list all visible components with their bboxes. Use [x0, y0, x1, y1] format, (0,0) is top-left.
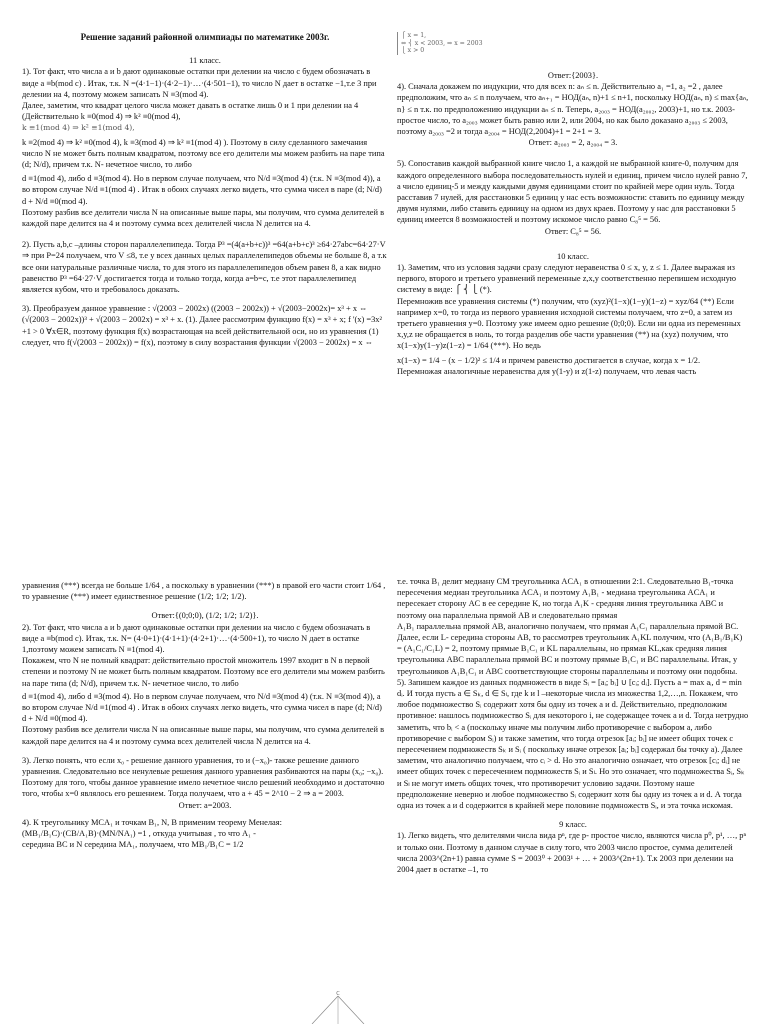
problem-10-5-text: 5). Запишем каждое из данных подмножеств в виде Sᵢ = [aᵢ; bᵢ] ∪ [cᵢ; dᵢ]. Пусть a = max aᵢ, d = min dᵢ. И тогда пусть a ∈ Sₖ, d ∈ Sₗ, где k и l –некоторые числа из множества 1,2,…,n. Покажем, что любое подмножество Sᵢ содержит хотя бы одну из точек a и d. Действительно, предположим противное: нашлось подмножество Sᵢ для некоторого i, не содержащее точек a и d. Тогда нетрудно заметить, что bᵢ < a (поскольку иначе мы получим либо противоречие с выбором a, либо противоречие с выбором Sᵢ) и также заметим, что тогда отрезок [aᵢ; bᵢ] не имеет общих точек с пересечением подмножеств Sₖ и Sᵢ ( поскольку иначе отрезок [aᵢ; bᵢ] содержал бы точку a). Далее заметим, что аналогично получаем, что cᵢ > d. Но это аналогично означает, что отрезок [cᵢ; dᵢ] не имеет общих точек с пересечением подмножеств Sᵢ и Sₗ. Но это означает, что подмножества Sᵢ, Sₖ и Sₗ не могут иметь общих точек, что противоречит условию задачи. Поэтому наше предположение неверно и любое подмножество Sᵢ содержит хотя бы одну из точек a и d. А тогда одна из точек a и d содержится в крайней мере половине подмножеств Sᵢ, и эта точка искомая. — [397, 677, 749, 811]
system-line: ⎩ x > 0 — [401, 47, 425, 54]
problem-9-1-text: 1). Легко видеть, что делителями числа вида pⁿ, где p- простое число, являются числа p⁰, p¹, …, pⁿ и только они. Поэтому в данном случае в силу того, что 2003 число простое, сумма делителей числа 2003^(2n+1) равна сумме S = 2003⁰ + 2003¹ + … + 2003^(2n+1). Т.к 2003 при делении на 2004 дает в остатке –1, то — [397, 831, 747, 875]
problem-10-2-text-4: Поэтому разбив все делители числа N на описанные выше пары, мы получим, что сумма делителей в каждой паре делится на 4 и поэтому сумма всех делителей числа N делится на 4. — [22, 725, 385, 746]
problem-10-1-text-4: Перемножая аналогичные неравенства для y(1-y) и z(1-z) получаем, что левая часть — [397, 366, 697, 376]
system-line: ⎧ x = 1, — [401, 32, 427, 39]
triangle-figure — [308, 990, 368, 1024]
triangle-side — [338, 996, 364, 1024]
problem-11-1-text: 1). Тот факт, что числа a и b дают одинаковые остатки при делении на число c будем обозначать в виде a ≡b(mod c) . Итак, т.к. N =(4·1−1)·(4·2−1)·…·(4·501−1), то число N дает в остатке −1,т.е 3 при делении на 4, поэтому можем записать N ≡3(mod 4). — [22, 67, 377, 99]
answer-11-5: Ответ: C₈⁵ = 56. — [544, 226, 602, 236]
problem-11-2-text: 2). Пусть a,b,c –длины сторон параллелепипеда. Тогда P³ =(4(a+b+c))³ =64(a+b+c)³ ≥64·27abc=64·27·V ⇒ при P=24 получаем, что V ≤8, т.е у всех данных целых параллелепипедов объемы не больше 8, а т.к все они натуральные различные числа, то для этого из параллелепипедов объем равен 8, а как видно равенство P³ =64·27·V достигается тогда и только тогда, когда a=b=c, т.е этот параллелепипед является кубом, что и требовалось доказать. — [22, 240, 387, 295]
section-heading-grade-11: 11 класс. — [189, 56, 221, 66]
right-column-top — [397, 70, 749, 377]
problem-10-2-text-3: d ≡1(mod 4), либо d ≡3(mod 4). Но в первом случае получаем, что N/d ≡3(mod 4) (т.к. N ≡3(mod 4)), а во втором случае N/d ≡1(mod 4) . Итак в обоих случаях легко видеть, что сумма чисел в паре (d; N/d) d + N/d ≡0(mod 4). — [22, 691, 382, 724]
problem-10-3-text: 3). Легко понять, что если x₀ - решение данного уравнения, то и (−x₀)- также решение данного уравнения. Следовательно все ненулевые решения данного уравнения разбиваются на пары (x₀; −x₀). Поэтому для того, чтобы данное уравнение имело нечетное число решений необходимо и достаточно того, чтобы x=0 являлось его решением. Тогда получаем, что a + 45 = 2^10 − 2 ⇒ a = 2003. — [22, 755, 385, 799]
problem-10-1-continuation: уравнения (***) всегда не больше 1/64 , а поскольку в уравнении (***) в правой его части стоит 1/64 , то уравнение (***) имеет единственное решение (1/2; 1/2; 1/2). — [22, 581, 386, 602]
problem-11-5-text: 5). Сопоставив каждой выбранной книге число 1, а каждой не выбранной книге-0, получим для каждого определенного выбора последовательность нулей и единиц, причем число нулей равно 7, а число единиц-5 и между каждыми двумя единицами стоит по крайней мере один нуль. Тогда расставив 7 нулей, для расстановки 5 единиц у нас есть возможности: ставить по единицу между двумя нулями, либо ставить единицу на одном из двух краев. Поэтому у нас для расстановки 5 единиц имеется 8 возможностей и поэтому искомое число равно C₈⁵ = 56. — [397, 159, 748, 225]
problem-11-1-text-5: Поэтому разбив все делители числа N на описанные выше пары, мы получим, что сумма делителей в каждой паре делится на 4 и поэтому сумма всех делителей числа N делится на 4. — [22, 207, 385, 229]
problem-11-1-text-2: Далее, заметим, что квадрат целого числа может давать в остатке лишь 0 и 1 при делении на 4 (Действительно k ≡0(mod 4) ⇒ k² ≡0(mod 4), — [22, 101, 359, 122]
problem-10-1-text-2: Перемножив все уравнения системы (*) получим, что (xyz)²(1−x)(1−y)(1−z) = xyz/64 (**) Если например x=0, то тогда из первого уравнения исходной системы получаем, что z=0, а затем из третьего уравнения y=0. Поэтому уже имеем одно решение (0;0;0). Если ни одна из переменных x,y,z не обращается в ноль, то тогда разделив обе части уравнения (**) на (xyz) получим, что x(1−x)y(1−y)z(1−z) = 1/64 (***). Но ведь — [397, 296, 741, 351]
problem-11-3-text: 3). Преобразуем данное уравнение : √(2003 − 2002x) ((2003 − 2002x)) + √(2003−2002x)= x³ + x ⇔ (√(2003 − 2002x))³ + √(2003 − 2002x) = x³ + x. (1). Далее рассмотрим функцию f(x) = x³ + x; f '(x) =3x² +1 > 0 ∀x∈R, поэтому функция f(x) возрастающая на всей действительной оси, но из уравнения (1) следует, что f(√(2003 − 2002x)) = f(x), поэтому в силу возрастания функции √(2003 − 2002x) = x ⇔ — [22, 304, 382, 347]
triangle-side — [312, 996, 338, 1024]
problem-10-1-text-3: x(1−x) = 1/4 − (x − 1/2)² ≤ 1/4 и причем равенство достигается в случае, когда x = 1/2. — [397, 355, 701, 365]
left-column-bottom — [22, 580, 388, 850]
problem-10-4-text: 4). К треугольнику MCA₁ и точкам B₁, N, B применим теорему Менелая: (MB₁/B₁C)·(CB/A₁B)·(MN/NA₁) =1 , откуда учитывая , то что A₁ - — [22, 817, 282, 839]
problem-10-4-continuation: т.е. точка B₁ делит медиану CM треугольника ACA₁ в отношении 2:1. Следовательно B₁-точка пересечения медиан треугольника ACA₁ и поэтому A₁B₁ - медиана треугольника ACA₁ и пересекает сторону AC в ее середине K, но тогда A₁K - средняя линия треугольника ABC и поэтому она параллельна прямой AB и следовательно прямая — [397, 577, 734, 620]
problem-11-1-text-3: k ≡2(mod 4) ⇒ k² ≡0(mod 4), k ≡3(mod 4) ⇒ k² ≡1(mod 4) ). Поэтому в силу сделанного замечания число N не может быть полным квадратом, поэтому все его делители мы можем разбить на паре типа (d; N/d), причем т.к. N- нечетное число, то либо — [22, 137, 385, 170]
problem-10-1-text: 1). Заметим, что из условия задачи сразу следуют неравенства 0 ≤ x, y, z ≤ 1. Далее выражая из первого, второго и третьего уравнений переменные z,x,y соответственно перепишем исходную систему в виде: ⎧ ⎨ ⎩ (*). — [397, 263, 737, 295]
section-heading-grade-10: 10 класс. — [557, 251, 589, 261]
answer-10-3: Ответ: a=2003. — [178, 800, 232, 810]
problem-10-4-text-2: середина BC и N середина MA₁, получаем, что MB₁/B₁C = 1/2 — [22, 840, 244, 850]
answer-11-3: Ответ:{2003}. — [547, 71, 599, 80]
figure-label: C — [336, 991, 340, 997]
problem-11-1-formula-1: k ≡1(mod 4) ⇒ k² ≡1(mod 4), — [22, 123, 135, 133]
right-column-bottom — [397, 576, 749, 875]
problem-10-4-continuation-2: A₁B₁ параллельна прямой AB, аналогично получаем, что прямая A₁C₁ параллельна прямой BC. Далее, если L- середина стороны AB, то рассмотрев треугольник A₁KL получим, что (A₁B₁/B₁K) = (A₁C₁/C₁L) = 2, поэтому прямые B₁C₁ и KL параллельны, но прямая KL,как средняя линия треугольника ABC параллельна прямой BC и поэтому прямые B₁C₁ и BC параллельны. Итак, у треугольников A₁B₁C₁ и ABC соответствующие стороны параллельны и поэтому они подобны. — [397, 621, 743, 676]
answer-11-4: Ответ: a₂₀₀₃ = 2, a₂₀₀₄ = 3. — [528, 138, 618, 148]
document-title: Решение заданий районной олимпиады по математике 2003г. — [80, 32, 330, 42]
system-formula — [397, 32, 483, 55]
left-column-top — [22, 32, 388, 348]
answer-10-1: Ответ:{(0;0;0), (1/2; 1/2; 1/2)}. — [151, 611, 259, 621]
problem-11-4-text: 4). Сначала докажем по индукции, что для всех n: aₙ ≤ n. Действительно a₁ =1, a₂ =2 , далее предположим, что aₙ ≤ n получаем, что aₙ₊₁ = НОД(aₙ, n)+1 ≤ n+1, поскольку НОД(aₙ, n) ≤ max{aₙ, n} ≤ n т.к. по предположению индукции aₙ ≤ n. Теперь, a₂₀₀₃ = НОД(a₂₀₀₂, 2003)+1, но т.к. 2003-простое число, то a₂₀₀₃ может быть равно или 2, или 2004, но как было доказано a₂₀₀₃ ≤ 2003, поэтому a₂₀₀₃ =2 и тогда a₂₀₀₄ = НОД(2,2004)+1 = 2+1 = 3. — [397, 82, 749, 137]
problem-11-1-text-4: d ≡1(mod 4), либо d ≡3(mod 4). Но в первом случае получаем, что N/d ≡3(mod 4) (т.к. N ≡3(mod 4)), а во втором случае N/d ≡1(mod 4) . Итак в обоих случаях легко видеть, что сумма чисел в паре (d; N/d) d + N/d ≡0(mod 4). — [22, 174, 382, 206]
problem-10-2-text: 2). Тот факт, что числа a и b дают одинаковые остатки при делении на число c будем обозначать в виде a ≡b(mod c). Итак, т.к. N= (4·0+1)·(4·1+1)·(4·2+1)·…·(4·500+1), то число N дает в остатке 1,поэтому можем записать N ≡1(mod 4). — [22, 622, 371, 655]
problem-10-2-text-2: Покажем, что N не полный квадрат: действительно простой множитель 1997 входит в N в первой степени и поэтому N не может быть полным квадратом. Поэтому все его делители мы можем разбить на паре типа (d; N/d), причем т.к. N- нечетное число, то либо — [22, 656, 385, 688]
system-line: ⇔ ⎨ x < 2003, ⇒ x = 2003 — [401, 39, 483, 47]
section-heading-grade-9: 9 класс. — [559, 820, 587, 830]
